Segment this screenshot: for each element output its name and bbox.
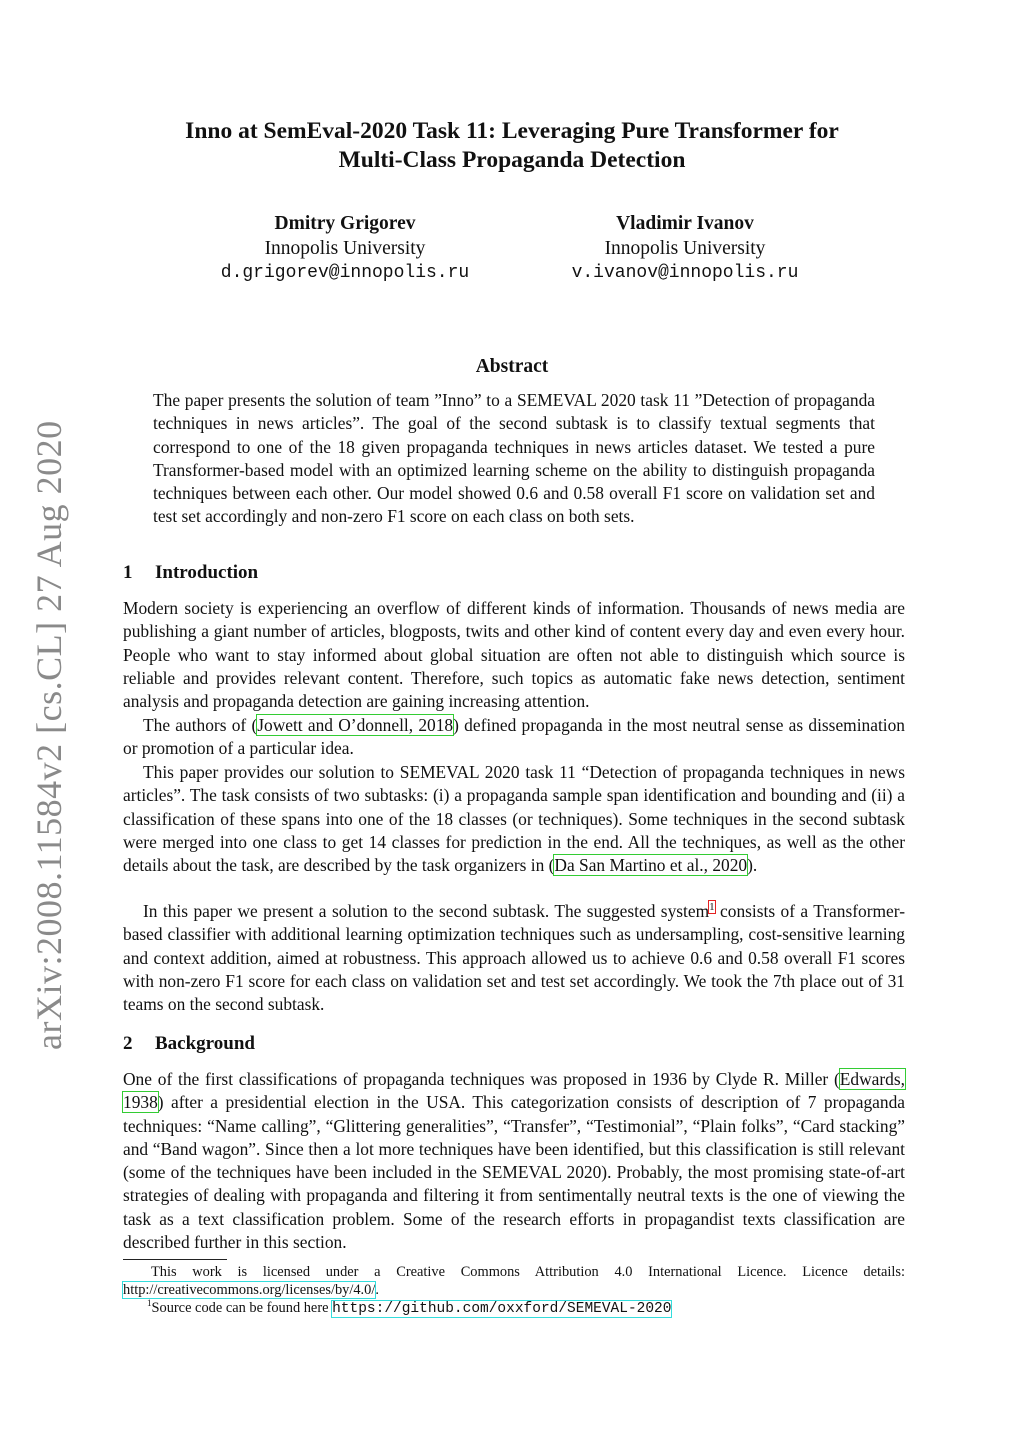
author-name: Vladimir Ivanov [616,213,754,234]
footnote-rule [123,1259,227,1260]
citation-link[interactable]: Edwards, 1938 [123,1069,905,1113]
intro-paragraph-2: The authors of (Jowett and O’donnell, 2018) defined propaganda in the most neutral sense as dissemination or promotion of a particular idea. [123,715,905,759]
author-email: d.grigorev@innopolis.ru [220,263,470,283]
title-line-2: Multi-Class Propaganda Detection [338,147,686,173]
github-url-link[interactable]: https://github.com/oxxford/SEMEVAL-2020 [332,1301,672,1317]
intro-paragraph-3: This paper provides our solution to SEMEVAL 2020 task 11 “Detection of propaganda techniques in news articles”. The task consists of two subtasks: (i) a propaganda sample span identification and bounding and (ii) a classification of these spans into one of the 18 classes (or techniques). Some techniques in the second subtask were merged into one class to get 14 classes for prediction in the end. All the techniques, as well as the other details about the task, are described by the task organizers in (Da San Martino et al., 2020). [123,762,905,876]
author-block-1 [165,211,525,286]
author-affiliation: Innopolis University [264,238,426,259]
section-heading-introduction [123,562,258,584]
section-title: Background [155,1033,255,1054]
citation-link[interactable]: Da San Martino et al., 2020 [554,855,748,876]
arxiv-identifier: arXiv:2008.11584v2 [cs.CL] 27 Aug 2020 [29,420,69,1050]
intro-paragraph-1: Modern society is experiencing an overflow of different kinds of information. Thousands of news media are publishing a giant number of articles, blogposts, twits and other kind of content every day and even every hour. People who want to stay informed about global situation are often not able to distinguish which source is reliable and provides relevant content. Therefore, such topics as automatic fake news detection, sentiment analysis and propaganda detection are gaining increasing attention. [123,598,905,712]
abstract-heading: Abstract [475,356,549,377]
abstract-text: The paper presents the solution of team ”Inno” to a SEMEVAL 2020 task 11 ”Detection of propaganda techniques in news articles”. The goal of the second subtask is to classify textual segments that correspond to one of the 18 given propaganda techniques in news articles dataset. We tested a pure Transformer-based model with an optimized learning scheme on the ability to distinguish propaganda techniques between each other. Our model showed 0.6 and 0.58 overall F1 score on validation set and test set accordingly and non-zero F1 score on each class on both sets. [153,390,875,527]
intro-paragraph-4: In this paper we present a solution to the second subtask. The suggested system$^1$ consists of a Transformer-based classifier with additional learning optimization techniques such as undersampling, cost-sensitive learning and context addition, aimed at robustness. This approach allowed us to achieve 0.6 and 0.58 overall F1 scores with non-zero F1 score for each class on validation set and test set accordingly. We took the 7th place out of 31 teams on the second subtask. [123,901,905,1015]
license-url-link[interactable]: http://creativecommons.org/licenses/by/4.0/ [123,1282,376,1298]
author-affiliation: Innopolis University [604,238,766,259]
section-number: 2 [123,1033,133,1054]
source-code-footnote: $^1$Source code can be found here https://github.com/oxxford/SEMEVAL-2020 [147,1298,672,1317]
author-block-2 [505,211,865,286]
license-footnote: This work is licensed under a Creative Commons Attribution 4.0 International Licence. Licence details: http://creativecommons.org/licenses/by/4.0/. [123,1264,905,1298]
section-number: 1 [123,562,133,583]
background-paragraph-1: One of the first classifications of propaganda techniques was proposed in 1936 by Clyde R. Miller (Edwards, 1938) after a presidential election in the USA. This categorization consists of description of 7 propaganda techniques: “Name calling”, “Glittering generalities”, “Transfer”, “Testimonial”, “Plain folks”, “Card stacking” and “Band wagon”. Since then a lot more techniques have been identified, but this classification is still relevant (some of the techniques have been included in the SEMEVAL 2020). Probably, the most promising state-of-art strategies of dealing with propaganda and filtering it from sentimentally neutral texts is the one of viewing the task as a text classification problem. Some of the research efforts in propagandist texts classification are described further in this section. [123,1069,905,1253]
author-email: v.ivanov@innopolis.ru [571,263,799,283]
section-heading-background [123,1033,255,1055]
author-name: Dmitry Grigorev [274,213,416,234]
footnote-number: 1 [147,1298,152,1309]
citation-link[interactable]: Jowett and O’donnell, 2018 [257,715,454,735]
title-line-1: Inno at SemEval-2020 Task 11: Leveraging Pure Transformer for [185,118,839,144]
paper-title [0,117,1024,175]
footnote-marker[interactable]: 1 [709,901,715,914]
section-title: Introduction [155,562,259,583]
